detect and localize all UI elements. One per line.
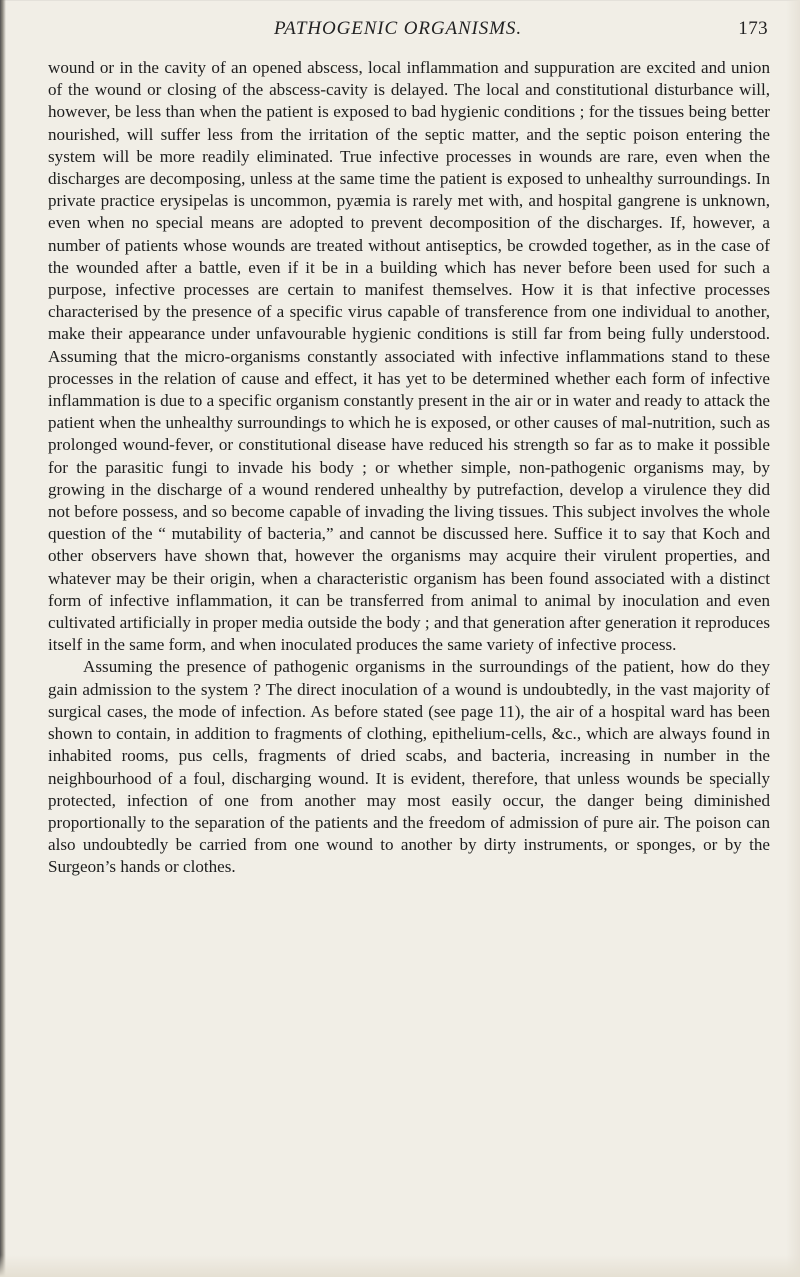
page-bottom-edge [0,1255,800,1277]
running-title: PATHOGENIC ORGANISMS. [274,18,522,39]
page-number: 173 [738,18,768,39]
running-header [48,18,768,44]
page-right-edge [786,0,800,1277]
page-body-text [48,57,770,879]
page-binding-edge [0,0,6,1277]
paragraph-infection-mode: Assuming the presence of pathogenic organisms in the surroundings of the patient, how do they gain admission to the system ? The direct inoculation of a wound is undoubtedly, in the vast majority of surgical cases, the mode of infection. As before stated (see page 11), the air of a hospital ward has been shown to contain, in addition to fragments of clothing, epithelium-cells, &c., which are always found in inhabited rooms, pus cells, fragments of dried scabs, and bacteria, increasing in number in the neighbourhood of a foul, discharging wound. It is evident, therefore, that unless wounds be specially protected, infection of one from another may most easily occur, the danger being diminished proportionally to the separation of the patients and the freedom of admission of pure air. The poison can also undoubtedly be carried from one wound to another by dirty instruments, or sponges, or by the Surgeon’s hands or clothes. [48,657,770,877]
paragraph-continued: wound or in the cavity of an opened abscess, local inflammation and suppuration are excited and union of the wound or closing of the abscess-cavity is delayed. The local and constitutional disturbance will, however, be less than when the patient is exposed to bad hygienic conditions ; for the tissues being better nourished, will suffer less from the irritation of the septic matter, and the septic poison entering the system will be more readily eliminated. True infective processes in wounds are rare, even when the discharges are decomposing, unless at the same time the patient is exposed to unhealthy surroundings. In private practice erysipelas is uncommon, pyæmia is rarely met with, and hospital gangrene is unknown, even when no special means are adopted to prevent decomposition of the discharges. If, however, a number of patients whose wounds are treated without antiseptics, be crowded together, as in the case of the wounded after a battle, even if it be in a building which has never before been used for such a purpose, infective processes are certain to manifest themselves. How it is that infective processes characterised by the presence of a specific virus capable of transference from one individual to another, make their appearance under unfavourable hygienic conditions is still far from being fully understood. Assuming that the micro-organisms constantly associated with infective inflammations stand to these processes in the relation of cause and effect, it has yet to be determined whether each form of infective inflammation is due to a specific organism constantly present in the air or in water and ready to attack the patient when the unhealthy surroundings to which he is exposed, or other causes of mal-nutrition, such as prolonged wound-fever, or constitutional disease have reduced his strength so far as to make it possible for the parasitic fungi to invade his body ; or whether simple, non-pathogenic organisms may, by growing in the discharge of a wound rendered unhealthy by putrefaction, develop a virulence they did not before possess, and so become capable of invading the living tissues. This subject involves the whole question of the “ mutability of bacteria,” and cannot be discussed here. Suffice it to say that Koch and other observers have shown that, however the organisms may acquire their virulent properties, and whatever may be their origin, when a characteristic organism has been found associated with a distinct form of infective inflammation, it can be transferred from animal to animal by inoculation and even cultivated artificially in proper media outside the body ; and that generation after generation it reproduces itself in the same form, and when inoculated produces the same variety of infective process. [48,58,770,655]
